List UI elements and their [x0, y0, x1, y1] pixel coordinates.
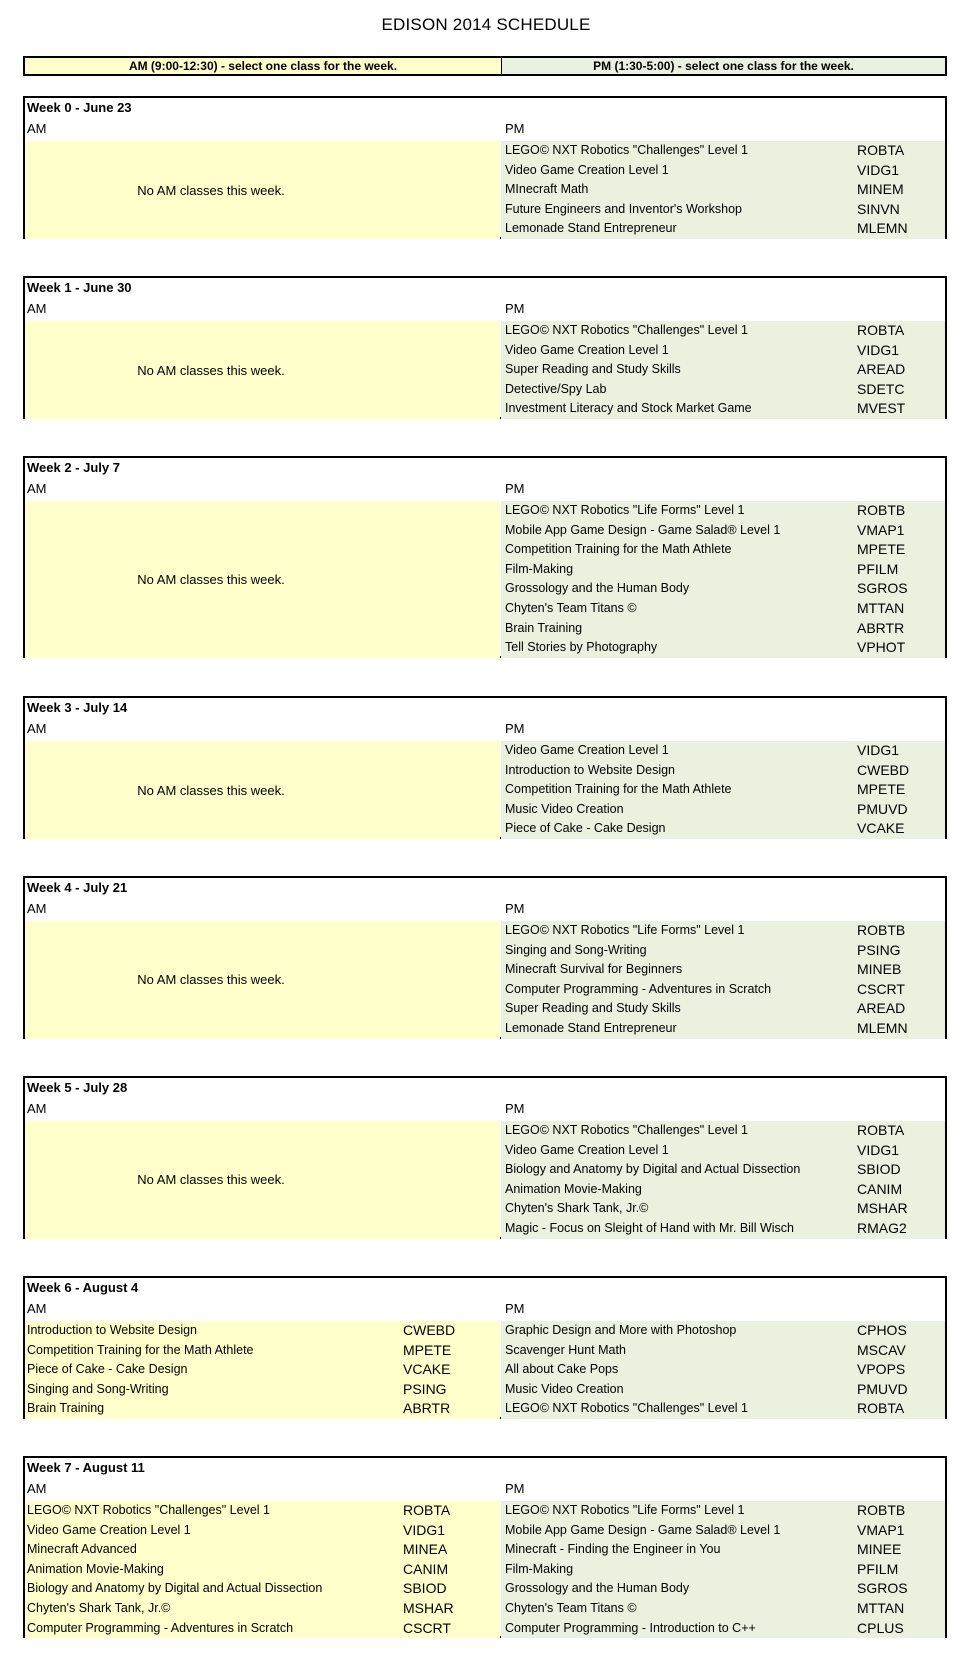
class-name: Computer Programming - Adventures in Scratch [27, 1620, 294, 1635]
class-name: Magic - Focus on Sleight of Hand with Mr. Bill Wisch [505, 1221, 794, 1235]
am-classes [25, 141, 500, 239]
class-name: Mobile App Game Design - Game Salad® Level 1 [505, 522, 781, 537]
class-code: SINVN [857, 200, 900, 217]
class-name: Brain Training [27, 1401, 105, 1416]
pm-class-row [501, 579, 945, 598]
no-am-classes-note: No AM classes this week. [137, 1172, 285, 1188]
pm-class-row [501, 1219, 945, 1238]
class-name: Music Video Creation [505, 1381, 624, 1396]
pm-class-row [501, 1619, 945, 1638]
pm-class-row [501, 1380, 945, 1399]
session-header [23, 56, 947, 76]
am-label: AM [27, 301, 47, 316]
pm-class-row [501, 800, 945, 819]
class-name: LEGO© NXT Robotics "Challenges" Level 1 [27, 1503, 270, 1517]
class-code: PFILM [857, 560, 899, 577]
class-name: Singing and Song-Writing [27, 1381, 169, 1396]
pm-class-row [501, 200, 945, 219]
pm-class-row [501, 360, 945, 379]
class-name: LEGO© NXT Robotics "Life Forms" Level 1 [505, 1503, 745, 1517]
pm-class-row [501, 619, 945, 638]
pm-classes [501, 1121, 945, 1239]
class-name: Chyten's Shark Tank, Jr.© [27, 1601, 171, 1615]
pm-label: PM [505, 1101, 525, 1116]
am-classes [25, 1121, 500, 1239]
pm-class-row [501, 741, 945, 760]
class-code: ROBTA [403, 1502, 451, 1518]
class-code: MINEA [403, 1541, 448, 1558]
class-name: Super Reading and Study Skills [505, 362, 681, 377]
class-code: RMAG2 [857, 1220, 907, 1236]
class-name: Competition Training for the Math Athlete [505, 782, 732, 797]
pm-session-header: PM (1:30-5:00) - select one class for the week. [502, 58, 945, 74]
pm-class-row [501, 399, 945, 418]
class-name: Video Game Creation Level 1 [27, 1522, 191, 1537]
class-code: SBIOD [857, 1161, 901, 1178]
am-class-row [25, 1540, 500, 1559]
class-code: MSHAR [403, 1600, 454, 1616]
class-code: VIDG1 [403, 1521, 446, 1538]
am-classes [25, 921, 500, 1039]
class-code: ROBTA [857, 142, 905, 158]
am-label: AM [27, 901, 47, 916]
am-classes [25, 1501, 500, 1638]
class-name: Chyten's Team Titans © [505, 601, 637, 615]
class-name: Brain Training [505, 620, 583, 635]
pm-class-row [501, 1121, 945, 1140]
week-title: Week 5 - July 28 [27, 1080, 128, 1095]
pm-class-row [501, 761, 945, 780]
pm-class-row [501, 521, 945, 540]
class-name: Graphic Design and More with Photoshop [505, 1323, 737, 1337]
class-name: Mobile App Game Design - Game Salad® Level 1 [505, 1522, 781, 1537]
class-name: Minecraft Survival for Beginners [505, 962, 683, 977]
pm-class-row [501, 1180, 945, 1199]
pm-class-row [501, 341, 945, 360]
am-class-row [25, 1360, 500, 1379]
pm-classes [501, 501, 945, 658]
pm-label: PM [505, 121, 525, 136]
class-name: Biology and Anatomy by Digital and Actual Dissection [505, 1162, 801, 1177]
class-name: Minecraft - Finding the Engineer in You [505, 1542, 721, 1557]
class-code: MPETE [857, 781, 906, 798]
class-code: CANIM [857, 1180, 903, 1197]
pm-class-row [501, 141, 945, 160]
class-code: VCAKE [403, 1361, 451, 1378]
am-label: AM [27, 481, 47, 496]
pm-class-row [501, 1501, 945, 1520]
week-block [23, 1456, 947, 1638]
class-name: Computer Programming - Adventures in Scratch [505, 981, 772, 996]
class-name: LEGO© NXT Robotics "Challenges" Level 1 [505, 143, 748, 157]
class-name: Chyten's Team Titans © [505, 1601, 637, 1615]
class-code: CWEBD [857, 761, 910, 778]
week-title: Week 2 - July 7 [27, 460, 120, 475]
class-name: Animation Movie-Making [27, 1561, 164, 1576]
week-title: Week 4 - July 21 [27, 880, 128, 895]
class-code: VIDG1 [857, 1141, 900, 1158]
pm-class-row [501, 540, 945, 559]
pm-classes [501, 1321, 945, 1419]
class-code: CPLUS [857, 1619, 904, 1636]
class-name: Singing and Song-Writing [505, 942, 647, 957]
class-name: Film-Making [505, 561, 574, 576]
class-name: Investment Literacy and Stock Market Game [505, 401, 752, 416]
class-code: CSCRT [403, 1619, 451, 1636]
class-code: ROBTA [857, 1122, 905, 1138]
class-name: LEGO© NXT Robotics "Challenges" Level 1 [505, 1123, 748, 1137]
class-name: Super Reading and Study Skills [505, 1001, 681, 1016]
class-name: LEGO© NXT Robotics "Life Forms" Level 1 [505, 923, 745, 937]
class-code: VMAP1 [857, 1521, 905, 1538]
class-name: Grossology and the Human Body [505, 1581, 690, 1596]
pm-classes [501, 921, 945, 1039]
am-label: AM [27, 1481, 47, 1496]
class-code: ROBTB [857, 502, 906, 518]
class-code: MTTAN [857, 600, 905, 616]
class-name: Video Game Creation Level 1 [505, 743, 669, 757]
class-code: MINEB [857, 961, 902, 978]
pm-class-row [501, 1399, 945, 1418]
class-code: CWEBD [403, 1322, 456, 1338]
class-name: Video Game Creation Level 1 [505, 342, 669, 357]
week-block [23, 696, 947, 839]
no-am-classes-note: No AM classes this week. [137, 972, 285, 988]
pm-class-row [501, 161, 945, 180]
am-class-row [25, 1521, 500, 1540]
class-code: ROBTB [857, 1502, 906, 1518]
am-classes [25, 741, 500, 839]
class-code: VIDG1 [857, 161, 900, 178]
class-code: VPHOT [857, 639, 906, 656]
page-title: EDISON 2014 SCHEDULE [381, 15, 591, 34]
pm-class-row [501, 999, 945, 1018]
no-am-classes-note: No AM classes this week. [137, 182, 285, 198]
pm-class-row [501, 219, 945, 238]
class-code: VCAKE [857, 820, 905, 837]
class-name: Grossology and the Human Body [505, 581, 690, 596]
class-code: MINEE [857, 1541, 902, 1558]
am-class-row [25, 1560, 500, 1579]
class-name: Lemonade Stand Entrepreneur [505, 1021, 677, 1035]
class-code: SGROS [857, 1580, 908, 1597]
class-code: ROBTA [857, 1400, 905, 1417]
pm-class-row [501, 980, 945, 999]
pm-label: PM [505, 301, 525, 316]
class-code: VMAP1 [857, 521, 905, 538]
class-name: LEGO© NXT Robotics "Challenges" Level 1 [505, 323, 748, 337]
week-block [23, 276, 947, 419]
am-label: AM [27, 1101, 47, 1116]
am-session-header: AM (9:00-12:30) - select one class for the week. [25, 58, 502, 74]
week-title: Week 0 - June 23 [27, 100, 132, 115]
am-label: AM [27, 721, 47, 736]
pm-class-row [501, 1019, 945, 1038]
pm-label: PM [505, 481, 525, 496]
no-am-classes-note: No AM classes this week. [137, 362, 285, 378]
class-name: Competition Training for the Math Athlete [27, 1342, 254, 1357]
class-code: AREAD [857, 1000, 906, 1017]
class-name: LEGO© NXT Robotics "Challenges" Level 1 [505, 1401, 748, 1416]
class-name: Scavenger Hunt Math [505, 1342, 626, 1357]
pm-class-row [501, 1199, 945, 1218]
class-name: Piece of Cake - Cake Design [505, 821, 666, 836]
class-name: Tell Stories by Photography [505, 640, 658, 655]
am-class-row [25, 1501, 500, 1520]
class-code: VPOPS [857, 1361, 906, 1378]
class-name: Animation Movie-Making [505, 1181, 642, 1196]
pm-class-row [501, 1321, 945, 1340]
week-block [23, 96, 947, 239]
class-code: SBIOD [403, 1580, 447, 1597]
pm-label: PM [505, 1301, 525, 1316]
week-title: Week 7 - August 11 [27, 1460, 145, 1475]
class-name: All about Cake Pops [505, 1362, 619, 1377]
class-name: LEGO© NXT Robotics "Life Forms" Level 1 [505, 503, 745, 517]
class-name: Music Video Creation [505, 801, 624, 816]
pm-classes [501, 321, 945, 419]
pm-classes [501, 1501, 945, 1638]
pm-class-row [501, 638, 945, 657]
pm-class-row [501, 921, 945, 940]
am-label: AM [27, 121, 47, 136]
week-title: Week 6 - August 4 [27, 1280, 139, 1295]
pm-class-row [501, 1521, 945, 1540]
am-classes [25, 321, 500, 419]
class-name: Competition Training for the Math Athlete [505, 542, 732, 557]
pm-class-row [501, 1599, 945, 1618]
class-name: Video Game Creation Level 1 [505, 1142, 669, 1157]
pm-class-row [501, 780, 945, 799]
class-code: MINEM [857, 181, 904, 198]
class-code: CSCRT [857, 980, 905, 997]
class-name: MInecraft Math [505, 182, 589, 197]
am-classes [25, 501, 500, 658]
class-code: MSCAV [857, 1341, 906, 1358]
pm-class-row [501, 1360, 945, 1379]
class-code: ABRTR [403, 1400, 451, 1417]
class-code: ABRTR [857, 619, 905, 636]
class-name: Detective/Spy Lab [505, 381, 607, 396]
week-title: Week 1 - June 30 [27, 280, 132, 295]
am-class-row [25, 1321, 500, 1340]
class-name: Biology and Anatomy by Digital and Actual Dissection [27, 1581, 323, 1596]
pm-class-row [501, 941, 945, 960]
class-code: PMUVD [857, 800, 908, 817]
class-code: SDETC [857, 380, 905, 397]
week-title: Week 3 - July 14 [27, 700, 128, 715]
pm-class-row [501, 1341, 945, 1360]
class-code: PSING [857, 941, 901, 958]
class-code: ROBTB [857, 922, 906, 938]
class-name: Film-Making [505, 1561, 574, 1576]
class-name: Computer Programming - Introduction to C++ [505, 1620, 756, 1635]
am-classes [25, 1321, 500, 1419]
class-name: Piece of Cake - Cake Design [27, 1362, 188, 1377]
class-name: Video Game Creation Level 1 [505, 162, 669, 177]
pm-classes [501, 741, 945, 839]
class-name: Introduction to Website Design [27, 1323, 198, 1337]
class-code: MPETE [403, 1341, 452, 1358]
week-block [23, 1076, 947, 1239]
pm-class-row [501, 819, 945, 838]
pm-class-row [501, 501, 945, 520]
class-code: AREAD [857, 361, 906, 378]
pm-class-row [501, 180, 945, 199]
class-name: Future Engineers and Inventor's Workshop [505, 201, 743, 216]
pm-label: PM [505, 901, 525, 916]
class-code: PSING [403, 1380, 447, 1397]
pm-class-row [501, 1560, 945, 1579]
pm-class-row [501, 1579, 945, 1598]
class-code: MSHAR [857, 1200, 908, 1217]
class-code: MLEMN [857, 1020, 908, 1036]
class-name: Minecraft Advanced [27, 1542, 137, 1557]
am-class-row [25, 1599, 500, 1618]
pm-class-row [501, 1540, 945, 1559]
am-class-row [25, 1579, 500, 1598]
am-class-row [25, 1399, 500, 1418]
pm-label: PM [505, 721, 525, 736]
pm-class-row [501, 960, 945, 979]
class-code: ROBTA [857, 322, 905, 338]
week-block [23, 1276, 947, 1419]
class-code: MVEST [857, 400, 906, 417]
no-am-classes-note: No AM classes this week. [137, 782, 285, 798]
am-class-row [25, 1619, 500, 1638]
class-name: Chyten's Shark Tank, Jr.© [505, 1201, 649, 1216]
am-class-row [25, 1341, 500, 1360]
class-code: PFILM [857, 1560, 899, 1577]
pm-class-row [501, 560, 945, 579]
pm-class-row [501, 599, 945, 618]
week-block [23, 876, 947, 1039]
class-code: CANIM [403, 1560, 449, 1577]
no-am-classes-note: No AM classes this week. [137, 571, 285, 587]
am-label: AM [27, 1301, 47, 1316]
class-code: VIDG1 [857, 341, 900, 358]
class-code: CPHOS [857, 1322, 907, 1338]
class-code: VIDG1 [857, 742, 900, 758]
am-class-row [25, 1380, 500, 1399]
class-name: Lemonade Stand Entrepreneur [505, 221, 677, 236]
class-code: MPETE [857, 541, 906, 558]
week-block [23, 456, 947, 658]
pm-class-row [501, 380, 945, 399]
class-code: MLEMN [857, 220, 908, 237]
pm-classes [501, 141, 945, 239]
pm-class-row [501, 1160, 945, 1179]
pm-class-row [501, 321, 945, 340]
pm-class-row [501, 1141, 945, 1160]
class-code: SGROS [857, 580, 908, 597]
class-code: MTTAN [857, 1600, 905, 1616]
pm-label: PM [505, 1481, 525, 1496]
class-name: Introduction to Website Design [505, 762, 676, 777]
class-code: PMUVD [857, 1380, 908, 1397]
